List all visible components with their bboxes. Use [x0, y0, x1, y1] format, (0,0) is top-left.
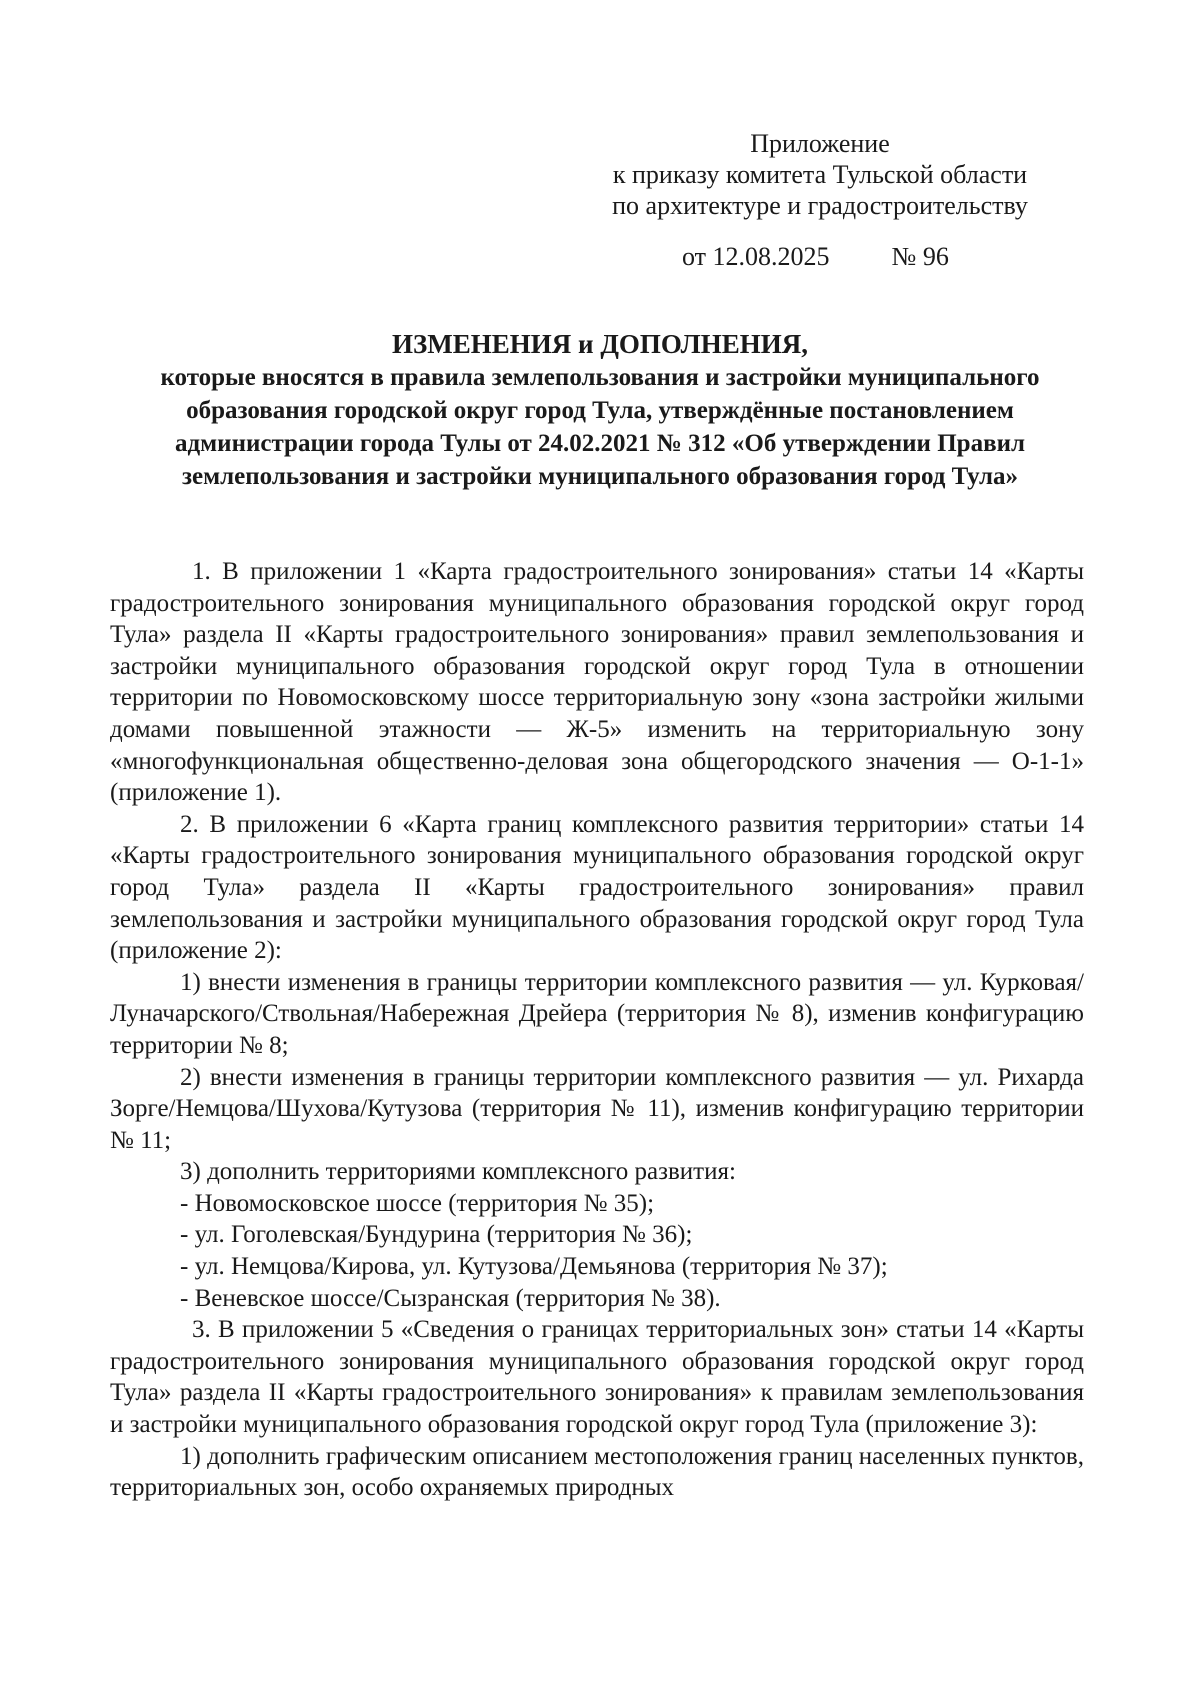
- paragraph-2-item-2: 2) внести изменения в границы территории комплексного развития — ул. Рихарда Зорге/Немцова/Шухова/Кутузова (территория № 11), изменив конфигурацию территории № 11;: [110, 1063, 1084, 1154]
- title-main: ИЗМЕНЕНИЯ и ДОПОЛНЕНИЯ,: [392, 329, 808, 359]
- order-date-number: [682, 241, 949, 272]
- order-number: № 96: [891, 242, 949, 271]
- appendix-committee: по архитектуре и градостроительству: [612, 191, 1028, 220]
- paragraph-2: 2. В приложении 6 «Карта границ комплексного развития территории» статьи 14 «Карты градостроительного зонирования муниципального образования городской округ город Тула» раздела II «Карты градостроительного зонирования» правил землепользования и застройки муниципального образования городской округ город Тула (приложение 2):: [110, 810, 1084, 965]
- paragraph-3-item-1: 1) дополнить графическим описанием местоположения границ населенных пунктов, территориальных зон, особо охраняемых природных: [110, 1442, 1084, 1502]
- title-subtitle: которые вносятся в правила землепользования и застройки муниципального образования городской округ город Тула, утверждённые постановлением администрации города Тулы от 24.02.2021 № 312 «Об утверждении Правил землепользования и застройки муниципального образования город Тула»: [160, 364, 1040, 490]
- paragraph-2-item-1: 1) внести изменения в границы территории комплексного развития — ул. Курковая/Луначарского/Ствольная/Набережная Дрейера (территория № 8), изменив конфигурацию территории № 8;: [110, 968, 1084, 1059]
- list-item: - ул. Гоголевская/Бундурина (территория № 36);: [180, 1221, 693, 1249]
- paragraph-2-item-3: 3) дополнить территориями комплексного развития:: [180, 1158, 736, 1186]
- list-item: - ул. Немцова/Кирова, ул. Кутузова/Демьянова (территория № 37);: [180, 1253, 888, 1281]
- paragraph-3: 3. В приложении 5 «Сведения о границах территориальных зон» статьи 14 «Карты градостроительного зонирования муниципального образования городской округ город Тула» раздела II «Карты градостроительного зонирования» к правилам землепользования и застройки муниципального образования городской округ город Тула (приложение 3):: [110, 1316, 1084, 1439]
- appendix-order-ref: к приказу комитета Тульской области: [612, 160, 1028, 189]
- document-title: [110, 328, 1090, 493]
- list-item: - Новомосковское шоссе (территория № 35);: [180, 1189, 655, 1217]
- paragraph-1: 1. В приложении 1 «Карта градостроительного зонирования» статьи 14 «Карты градостроительного зонирования муниципального образования городской округ город Тула» раздела II «Карты градостроительного зонирования» правил землепользования и застройки муниципального образования городской округ город Тула в отношении территории по Новомосковскому шоссе территориальную зону «зона застройки жилыми домами повышенной этажности — Ж-5» изменить на территориальную зону «многофункциональная общественно-деловая зона общегородского значения — О-1-1» (приложение 1).: [110, 558, 1084, 807]
- appendix-header: [560, 128, 1080, 221]
- document-body: [110, 556, 1084, 1504]
- appendix-label: Приложение: [750, 129, 890, 158]
- list-item: - Веневское шоссе/Сызранская (территория № 38).: [180, 1284, 721, 1312]
- order-date: от 12.08.2025: [682, 242, 830, 271]
